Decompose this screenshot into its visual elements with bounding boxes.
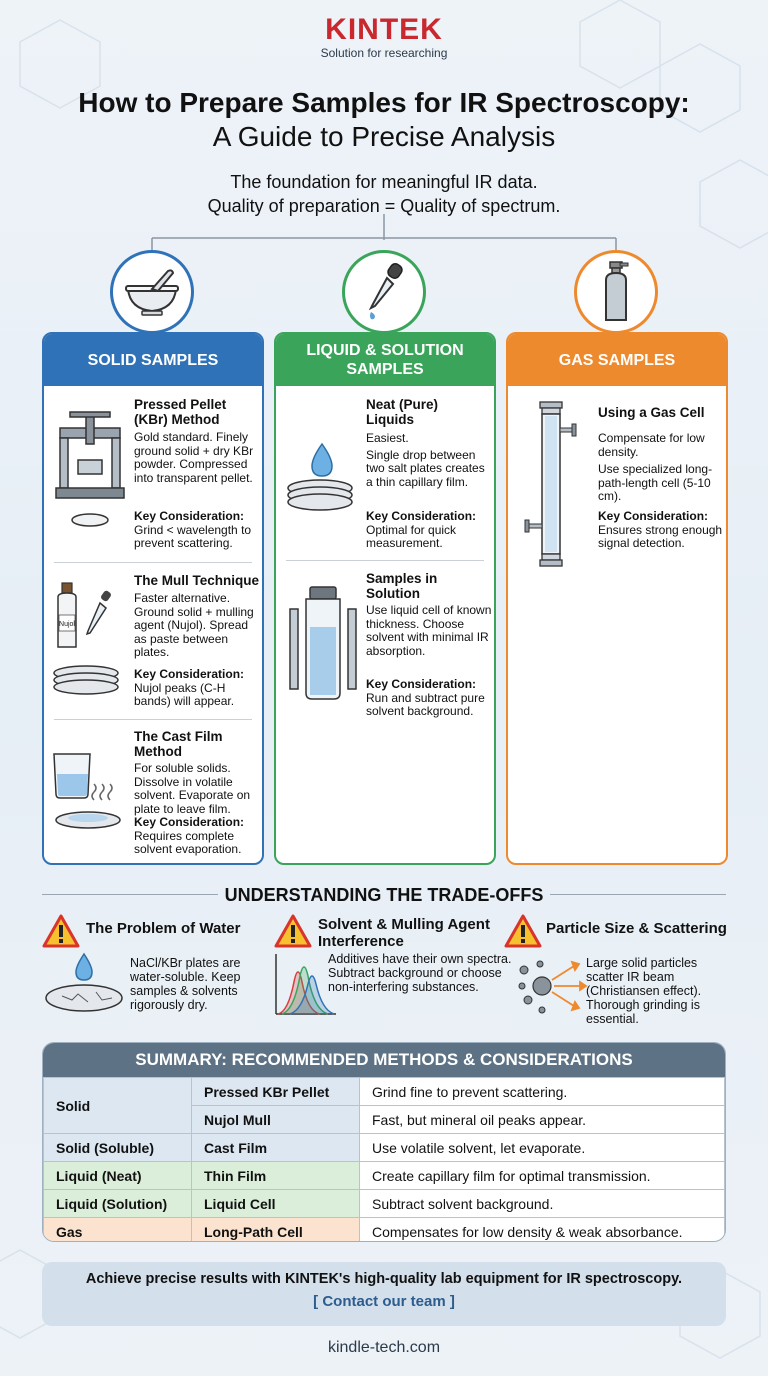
- mull-technique-title: The Mull Technique: [134, 573, 260, 588]
- neat-liquids-consideration: [366, 510, 490, 551]
- mull-technique-section: [44, 563, 262, 719]
- summary-table: [42, 1042, 726, 1242]
- table-row: [44, 1078, 725, 1106]
- mortar-pestle-icon: [110, 250, 194, 334]
- method-cell: Pressed KBr Pellet: [192, 1078, 360, 1106]
- note-cell: Grind fine to prevent scattering.: [360, 1078, 725, 1106]
- liquid-samples-column: [274, 332, 496, 865]
- pressed-pellet-title: Pressed Pellet (KBr) Method: [134, 397, 227, 427]
- pressed-pellet-consideration: [134, 510, 262, 551]
- subtitle-line1: The foundation for meaningful IR data.: [230, 172, 538, 192]
- method-cell: Thin Film: [192, 1162, 360, 1190]
- samples-in-solution-title: Samples in Solution: [366, 571, 438, 601]
- gas-cylinder-icon: [574, 250, 658, 334]
- gas-cell-section: [508, 386, 726, 566]
- summary-heading: SUMMARY: RECOMMENDED METHODS & CONSIDERATIONS: [43, 1043, 725, 1077]
- pellet-press-icon: [52, 408, 128, 528]
- contact-team-link[interactable]: [ Contact our team ]: [313, 1293, 455, 1310]
- interference-title: Solvent & Mulling Agent Interference: [318, 916, 490, 950]
- table-row: [44, 1218, 725, 1243]
- neat-liquids-body: [366, 432, 490, 489]
- cast-film-title: The Cast Film Method: [134, 729, 223, 759]
- table-row: [44, 1190, 725, 1218]
- state-cell: Solid (Soluble): [44, 1134, 192, 1162]
- key-consideration-label: Key Consideration:: [366, 509, 477, 523]
- note-cell: Create capillary film for optimal transmission.: [360, 1162, 725, 1190]
- beaker-plate-icon: [50, 750, 130, 850]
- key-consideration-label: Key Consideration:: [598, 509, 709, 523]
- pressed-pellet-section: [44, 386, 262, 562]
- bottle-label: Nujol: [59, 621, 75, 628]
- method-cell: Cast Film: [192, 1134, 360, 1162]
- tradeoffs-heading: UNDERSTANDING THE TRADE-OFFS: [224, 885, 544, 905]
- samples-in-solution-section: [276, 561, 494, 761]
- note-cell: Use volatile solvent, let evaporate.: [360, 1134, 725, 1162]
- mull-technique-body: Faster alternative. Ground solid + mulling agent (Nujol). Spread as paste between plates.: [134, 591, 254, 659]
- cast-film-section: [44, 720, 262, 865]
- method-cell: Nujol Mull: [192, 1106, 360, 1134]
- cta-text: Achieve precise results with KINTEK's high-quality lab equipment for IR spectroscopy.: [85, 1271, 683, 1287]
- key-consideration-text: Grind < wavelength to prevent scattering.: [134, 522, 252, 550]
- brand-logo: [0, 14, 768, 60]
- water-problem-title: The Problem of Water: [86, 920, 241, 937]
- pressed-pellet-body: Gold standard. Finely ground solid + dry KBr powder. Compressed into transparent pellet.: [134, 430, 254, 485]
- gas-cell-body-line2: Use specialized long-path-length cell (5-10 cm).: [598, 462, 713, 503]
- note-cell: Compensates for low density & weak absorbance.: [360, 1218, 725, 1243]
- nujol-bottle-icon: [50, 581, 130, 701]
- key-consideration-text: Requires complete solvent evaporation.: [134, 828, 242, 856]
- gas-cell-icon: [514, 400, 584, 570]
- gas-samples-heading: GAS SAMPLES: [508, 334, 726, 386]
- method-cell: Liquid Cell: [192, 1190, 360, 1218]
- warning-icon: [42, 914, 80, 948]
- summary-grid: [43, 1077, 725, 1242]
- particle-size-body: Large solid particles scatter IR beam (Christiansen effect). Thorough grinding is essential.: [586, 956, 702, 1026]
- samples-in-solution-body: Use liquid cell of known thickness. Choose solvent with minimal IR absorption.: [366, 603, 492, 658]
- key-consideration-label: Key Consideration:: [366, 677, 477, 691]
- table-row: [44, 1162, 725, 1190]
- particle-size-title: Particle Size & Scattering: [546, 920, 727, 937]
- liquid-cell-icon: [288, 581, 358, 711]
- gas-cell-title: Using a Gas Cell: [598, 405, 705, 420]
- method-cell: Long-Path Cell: [192, 1218, 360, 1243]
- neat-liquids-title: Neat (Pure) Liquids: [366, 397, 439, 427]
- gas-cell-body: [598, 432, 724, 504]
- state-cell: Liquid (Solution): [44, 1190, 192, 1218]
- note-cell: Fast, but mineral oil peaks appear.: [360, 1106, 725, 1134]
- warning-icon: [274, 914, 312, 948]
- note-cell: Subtract solvent background.: [360, 1190, 725, 1218]
- page-title: How to Prepare Samples for IR Spectroscopy:: [78, 87, 690, 118]
- dropper-icon: [342, 250, 426, 334]
- cast-film-body: For soluble solids. Dissolve in volatile solvent. Evaporate on plate to leave film.: [134, 761, 251, 816]
- key-consideration-text: Run and subtract pure solvent background.: [366, 690, 485, 718]
- site-url[interactable]: kindle-tech.com: [327, 1339, 441, 1356]
- key-consideration-text: Nujol peaks (C-H bands) will appear.: [134, 680, 235, 708]
- key-consideration-label: Key Consideration:: [134, 509, 245, 523]
- state-cell: Liquid (Neat): [44, 1162, 192, 1190]
- gas-cell-consideration: [598, 510, 724, 551]
- liquid-samples-heading: LIQUID & SOLUTION SAMPLES: [276, 334, 494, 386]
- cracked-plate-icon: [42, 952, 126, 1016]
- interference-body: Additives have their own spectra. Subtract background or choose non-interfering substances.: [328, 952, 512, 994]
- neat-liquids-section: [276, 386, 494, 560]
- cta-banner: [42, 1262, 726, 1326]
- key-consideration-text: Ensures strong enough signal detection.: [598, 522, 723, 550]
- scattering-particles-icon: [516, 956, 588, 1016]
- logo-tagline: Solution for researching: [320, 46, 448, 60]
- salt-plates-drop-icon: [282, 436, 362, 516]
- neat-liquids-body-line1: Easiest.: [366, 431, 409, 445]
- samples-in-solution-consideration: [366, 678, 492, 719]
- state-cell: Solid: [44, 1078, 192, 1134]
- water-problem-body: NaCl/KBr plates are water-soluble. Keep samples & solvents rigorously dry.: [130, 956, 241, 1012]
- table-row: [44, 1134, 725, 1162]
- key-consideration-label: Key Consideration:: [134, 667, 245, 681]
- key-consideration-label: Key Consideration:: [134, 815, 245, 829]
- gas-samples-column: [506, 332, 728, 865]
- cast-film-consideration: [134, 816, 264, 857]
- key-consideration-text: Optimal for quick measurement.: [366, 522, 457, 550]
- subtitle-line2: Quality of preparation = Quality of spectrum.: [207, 196, 561, 216]
- state-cell: Gas: [44, 1218, 192, 1243]
- solid-samples-heading: SOLID SAMPLES: [44, 334, 262, 386]
- neat-liquids-body-line2: Single drop between two salt plates creates a thin capillary film.: [366, 447, 485, 489]
- logo-wordmark: KINTEK: [325, 13, 443, 46]
- mull-technique-consideration: [134, 668, 262, 709]
- solid-samples-column: [42, 332, 264, 865]
- warning-icon: [504, 914, 542, 948]
- page-title-line2: A Guide to Precise Analysis: [212, 121, 556, 152]
- gas-cell-body-line1: Compensate for low density.: [598, 431, 705, 459]
